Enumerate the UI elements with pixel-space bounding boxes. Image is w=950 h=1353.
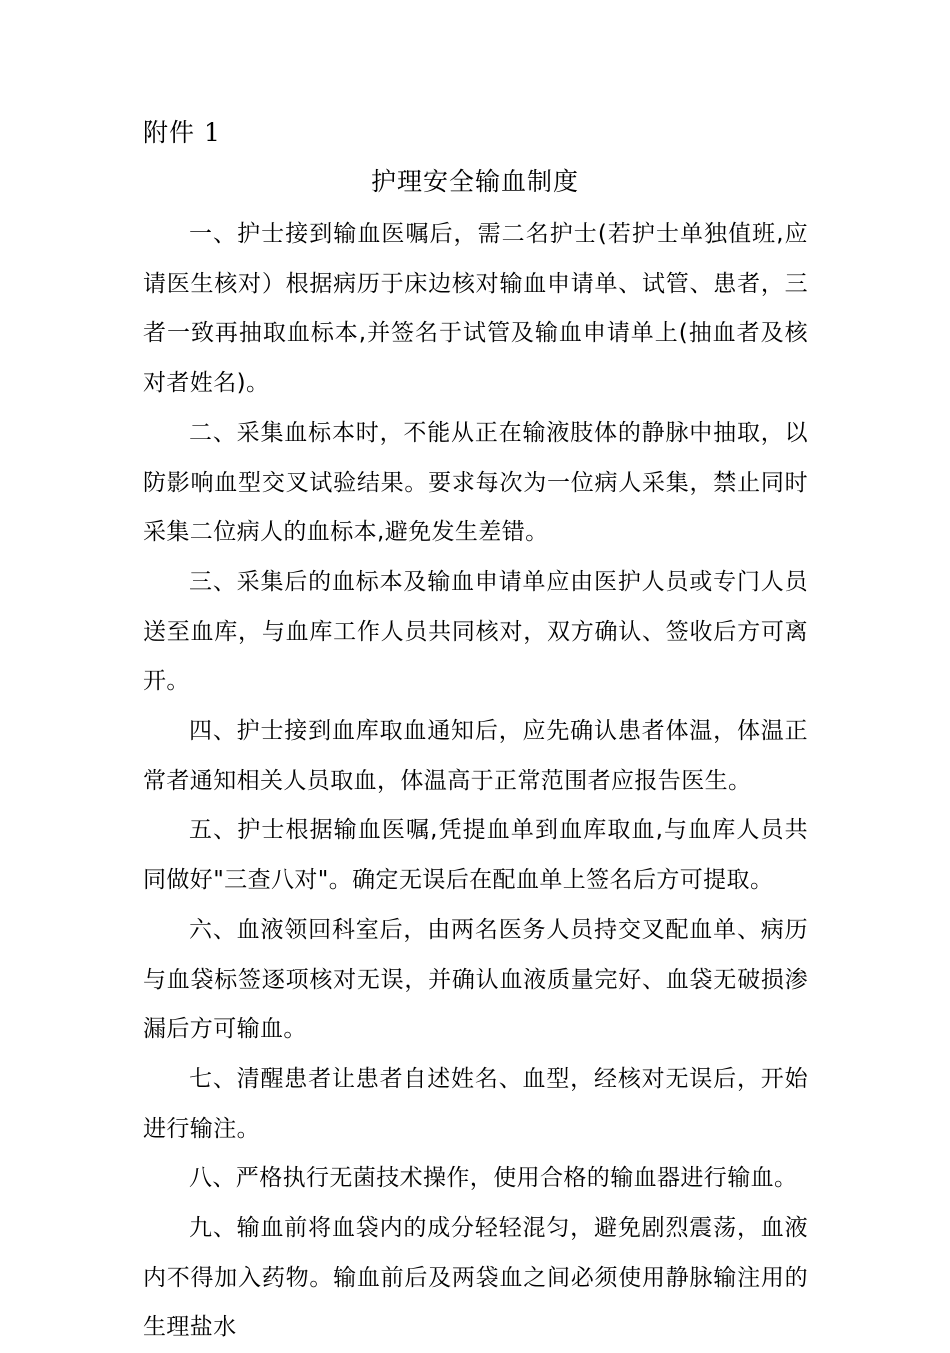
paragraph-1: 一、护士接到输血医嘱后，需二名护士(若护士单独值班,应请医生核对）根据病历于床边核对输血申请单、试管、患者，三者一致再抽取血标本,并签名于试管及输血申请单上(抽血者及核对者姓名)。	[143, 221, 808, 397]
paragraph-8: 八、严格执行无菌技术操作，使用合格的输血器进行输血。	[189, 1165, 798, 1192]
attachment-label: 附件 1	[143, 118, 221, 147]
paragraph-2: 二、采集血标本时，不能从正在输液肢体的静脉中抽取，以防影响血型交叉试验结果。要求每次为一位病人采集，禁止同时采集二位病人的血标本,避免发生差错。	[143, 419, 808, 546]
document-title: 护理安全输血制度	[370, 167, 579, 196]
paragraph-3: 三、采集后的血标本及输血申请单应由医护人员或专门人员送至血库，与血库工作人员共同核对，双方确认、签收后方可离开。	[143, 568, 808, 695]
paragraph-7: 七、清醒患者让患者自述姓名、血型，经核对无误后，开始进行输注。	[143, 1065, 808, 1142]
paragraph-6: 六、血液领回科室后，由两名医务人员持交叉配血单、病历与血袋标签逐项核对无误，并确认血液质量完好、血袋无破损渗漏后方可输血。	[143, 916, 808, 1043]
paragraph-4: 四、护士接到血库取血通知后，应先确认患者体温，体温正常者通知相关人员取血，体温高于正常范围者应报告医生。	[143, 718, 808, 794]
paragraph-9: 九、输血前将血袋内的成分轻轻混匀，避免剧烈震荡，血液内不得加入药物。输血前后及两袋血之间必须使用静脉输注用的生理盐水	[143, 1215, 808, 1341]
document-body	[143, 210, 808, 1353]
paragraph-5: 五、护士根据输血医嘱,凭提血单到血库取血,与血库人员共同做好"三查八对"。确定无误后在配血单上签名后方可提取。	[143, 817, 808, 894]
